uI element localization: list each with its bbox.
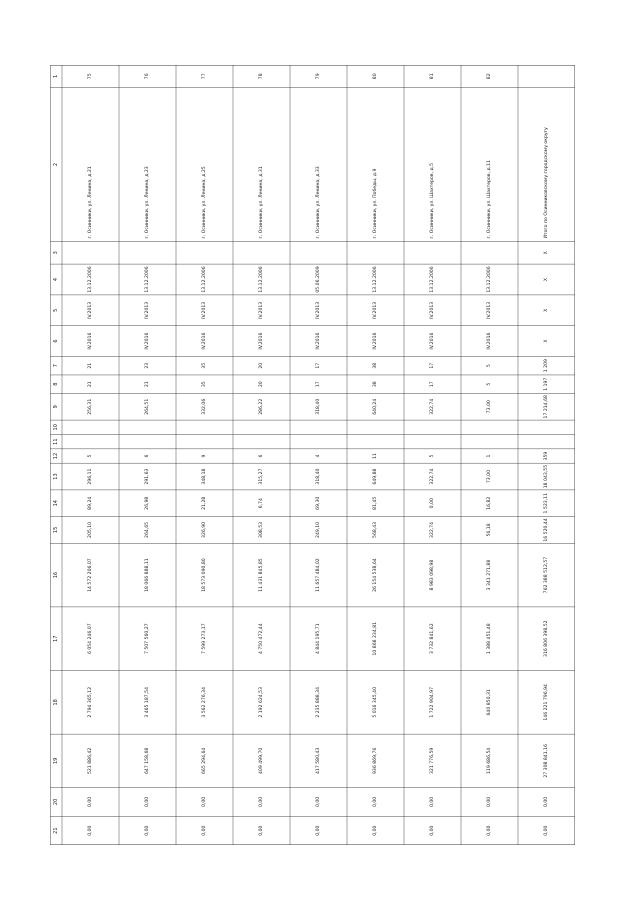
table-cell: 0,00: [88, 825, 93, 836]
table-cell: 17 214,68: [544, 395, 549, 419]
table-cell: 73,00: [487, 400, 492, 414]
table-cell: 18 066 888,11: [145, 558, 151, 592]
table-cell: 6: [259, 454, 264, 458]
table-cell: 249,10: [316, 521, 321, 538]
table-cell: 322,74: [430, 468, 435, 485]
table-cell: 18 573 090,80: [202, 558, 208, 592]
table-cell: 81,45: [373, 496, 378, 510]
table-cell: 649,88: [373, 468, 378, 485]
table-cell: X: [544, 339, 549, 343]
table-cell: 11 657 484,02: [316, 558, 322, 592]
table-cell: 359: [544, 451, 549, 461]
table-cell: 26,98: [145, 496, 150, 510]
table-cell: 17: [430, 381, 435, 388]
table-cell: 264,51: [145, 398, 150, 415]
table-cell: 8 983 098,98: [430, 559, 436, 591]
table-cell: 4: [316, 454, 321, 458]
table-cell: 0,00: [316, 825, 321, 836]
table-cell: 146 221 796,94: [544, 684, 549, 721]
table-cell: 409 499,70: [259, 747, 264, 774]
column-header: 8: [53, 382, 59, 386]
column-header: 15: [53, 526, 59, 534]
table-cell: 13.12.2006: [88, 266, 93, 293]
column-header: 18: [53, 699, 59, 706]
table-cell: IV.2016: [430, 332, 435, 350]
table-cell: 21: [88, 381, 93, 388]
table-cell: 9: [202, 454, 207, 458]
table-cell: 0,00: [259, 796, 264, 808]
table-cell-address: г. Осинники, ул. Ленина, д.31: [259, 166, 264, 239]
column-header: 9: [53, 405, 59, 409]
column-header: 11: [53, 438, 59, 445]
table-cell: 16 520,44: [544, 518, 549, 542]
column-header: 3: [53, 251, 59, 255]
table-cell: 13.12.2006: [487, 266, 492, 293]
table-cell: 318,40: [316, 468, 321, 485]
table-cell: 1 523,11: [544, 493, 549, 514]
table-cell-address: г. Осинники, ул. Ленина, д.23: [145, 166, 150, 239]
table-cell: 10 868 234,81: [373, 621, 378, 656]
table-cell: 35: [202, 381, 207, 388]
table-cell: 26 154 538,64: [373, 558, 379, 592]
table-cell-address: г. Осинники, ул. Ленина, д.25: [202, 166, 207, 239]
table-cell: 18 043,55: [544, 464, 549, 489]
table-cell: 69,30: [316, 496, 321, 510]
table-cell: 0,00: [544, 796, 549, 808]
table-cell: 0,00: [373, 796, 378, 808]
table-cell: 76: [145, 73, 150, 80]
data-table: [50, 65, 575, 845]
column-header: 6: [53, 339, 59, 343]
table-cell: 79: [316, 73, 321, 80]
table-cell: 0,00: [316, 796, 321, 808]
table-cell: 56,18: [487, 523, 492, 537]
table-cell: IV.2016: [487, 332, 492, 350]
table-cell: 640,24: [373, 398, 378, 415]
table-cell: 11: [373, 453, 378, 459]
table-cell: 77: [202, 73, 207, 80]
table-cell: IV.2016: [373, 332, 378, 350]
table-cell: 21: [88, 362, 93, 369]
table-cell: 5: [88, 454, 93, 458]
table-cell: IV.2013: [259, 301, 264, 319]
table-cell: IV.2013: [88, 301, 93, 319]
table-cell: IV.2016: [202, 332, 207, 350]
table-cell: 0,00: [430, 498, 435, 509]
table-cell: IV.2013: [373, 301, 378, 319]
table-cell: X: [544, 251, 549, 255]
table-cell: 73,00: [487, 469, 492, 484]
table-cell: 0,00: [145, 825, 150, 836]
table-cell: 20: [259, 362, 264, 369]
table-cell: 27 308 841,16: [544, 744, 549, 778]
table-cell: 20: [259, 381, 264, 388]
table-cell: 0,00: [145, 796, 150, 808]
table-cell: 0,00: [430, 825, 435, 836]
table-cell: 14 572 206,07: [88, 558, 94, 592]
table-cell: 417 580,43: [316, 747, 321, 774]
table-cell: IV.2013: [487, 301, 492, 319]
table-cell: 264,65: [145, 521, 150, 538]
table-cell: 521 886,42: [88, 747, 93, 774]
table-cell: 13.12.2006: [430, 266, 435, 293]
table-cell: 6,74: [259, 498, 264, 509]
table-cell: 38: [373, 362, 378, 369]
table-cell: 205,10: [88, 521, 93, 538]
table-cell: 286,22: [259, 398, 264, 415]
column-header: 1: [53, 74, 59, 78]
table-cell: 291,63: [145, 468, 150, 485]
table-cell: IV.2016: [316, 332, 321, 350]
table-cell: 5 016 345,40: [373, 686, 378, 718]
table-cell: 0,00: [544, 825, 549, 836]
column-header: 19: [53, 757, 59, 765]
table-cell: 322,74: [430, 398, 435, 415]
column-header: 10: [53, 424, 59, 431]
table-cell: X: [544, 308, 549, 312]
table-cell: 2 192 624,53: [259, 686, 264, 718]
table-cell: 315,27: [259, 468, 264, 485]
table-cell: 348,18: [202, 468, 207, 485]
table-cell: 5: [430, 454, 435, 458]
table-cell: 13.12.2006: [145, 266, 150, 293]
table-cell: 5: [487, 364, 492, 368]
column-header: 17: [53, 635, 59, 642]
table-cell: 7 599 273,17: [202, 623, 207, 655]
table-cell-address: г. Осинники, ул. Победы, д.9: [373, 168, 378, 239]
table-cell: 2 235 888,34: [316, 686, 321, 718]
table-cell: 256,31: [88, 398, 93, 415]
table-cell: 38: [373, 381, 378, 388]
column-header: 13: [53, 473, 59, 480]
table-cell-address: г. Осинники, ул. Шахтеров, д.11: [487, 160, 492, 239]
column-header: 4: [53, 277, 59, 282]
column-header: 14: [53, 500, 59, 507]
table-cell: 4 750 472,44: [259, 623, 264, 655]
table-cell: 23: [145, 362, 150, 369]
table-cell: 75: [88, 73, 93, 80]
table-cell: 7 507 560,27: [145, 623, 150, 655]
table-cell: 5: [487, 382, 492, 386]
column-header: 12: [53, 452, 59, 460]
table-cells: [53, 73, 549, 835]
table-cell: IV.2016: [88, 332, 93, 350]
table-cell: 21: [145, 381, 150, 388]
table-cell: 936 869,76: [373, 747, 378, 774]
table-cell: 4 844 195,71: [316, 623, 321, 655]
table-cell: 0,00: [487, 796, 492, 808]
table-cell-address: г. Осинники, ул. Ленина, д.33: [316, 166, 321, 239]
table-cell: 326,90: [202, 521, 207, 538]
table-cell: IV.2013: [145, 301, 150, 319]
table-cell: 17: [316, 381, 321, 388]
table-cell-address: г. Осинники, ул. Ленина, д.21: [88, 166, 93, 239]
table-cell: 0,00: [259, 825, 264, 836]
table-cell: 316 806 398,52: [544, 620, 549, 657]
table-cell: IV.2013: [202, 301, 207, 319]
table-cell: 119 686,54: [487, 747, 492, 774]
table-cell: 0,00: [487, 825, 492, 836]
table-cell: 568,43: [373, 521, 378, 538]
column-header: 16: [53, 571, 60, 579]
table-cell-address: Итого по Осинниковскому городскому округу: [544, 127, 549, 239]
table-cell: 3 562 276,34: [202, 686, 207, 718]
table-cell: 17: [316, 362, 321, 369]
table-cell: 13.12.2006: [202, 266, 207, 293]
table-cell: 17: [430, 362, 435, 369]
table-cell: 665 294,64: [202, 747, 207, 774]
table-cell: 81: [430, 73, 435, 80]
table-cell: 1 722 904,97: [430, 686, 435, 718]
table-cell: 0,00: [202, 796, 207, 808]
table-cell: 0,00: [202, 825, 207, 836]
column-header: 21: [53, 827, 59, 834]
table-cell: 762 388 512,57: [544, 556, 549, 594]
table-cell: 0,00: [88, 796, 93, 808]
table-cell: 35: [202, 362, 207, 369]
table-cell: X: [544, 277, 549, 282]
table-cell: 6 054 246,07: [88, 623, 93, 655]
table-cell: 308,53: [259, 521, 264, 538]
table-cell: IV.2016: [259, 332, 264, 350]
table-cell: 640 850,31: [487, 689, 492, 716]
column-header: 2: [53, 162, 59, 167]
table-cell: 0,00: [430, 796, 435, 808]
column-header: 5: [53, 308, 59, 312]
table-cell: 321 776,59: [430, 747, 435, 774]
column-header: 20: [53, 798, 59, 806]
table-cell: 332,06: [202, 398, 207, 415]
table-cell: 13.12.2006: [373, 266, 378, 293]
table-cell: 3 341 271,88: [487, 559, 493, 591]
table-cell: 82: [487, 73, 492, 80]
table-cell: 318,40: [316, 398, 321, 415]
table-cell: 13.12.2006: [259, 266, 264, 293]
table-cell: 1 209: [544, 359, 549, 373]
table-cell: 1 388 451,48: [487, 623, 492, 655]
table-cell: 2 794 365,12: [88, 686, 93, 718]
column-header: 7: [53, 364, 59, 368]
table-cell: 80: [373, 73, 378, 80]
table-cell: 3 465 187,54: [145, 686, 150, 718]
table-cell: 322,74: [430, 521, 435, 538]
table-cell: 21,28: [202, 496, 207, 510]
table-grid: [50, 65, 575, 845]
table-cell: 3 732 841,62: [430, 623, 435, 655]
table-cell: 1 197: [544, 377, 549, 391]
table-cell: 78: [259, 73, 264, 80]
table-cell: IV.2013: [430, 301, 435, 319]
table-cell: 0,00: [373, 825, 378, 836]
table-cell: 1: [487, 454, 492, 458]
table-cell-address: г. Осинники, ул. Шахтеров, д.5: [430, 162, 435, 239]
table-cell: 6: [145, 454, 150, 458]
table-cell: IV.2013: [316, 301, 321, 319]
table-cell: 16,82: [487, 496, 492, 510]
table-cell: 89,24: [88, 496, 93, 510]
table-cell: 11 431 845,85: [259, 558, 265, 592]
table-cell: 296,11: [88, 468, 93, 485]
table-cell: 647 158,68: [145, 747, 150, 774]
table-cell: IV.2016: [145, 332, 150, 350]
table-cell: 05.06.2009: [316, 266, 321, 293]
